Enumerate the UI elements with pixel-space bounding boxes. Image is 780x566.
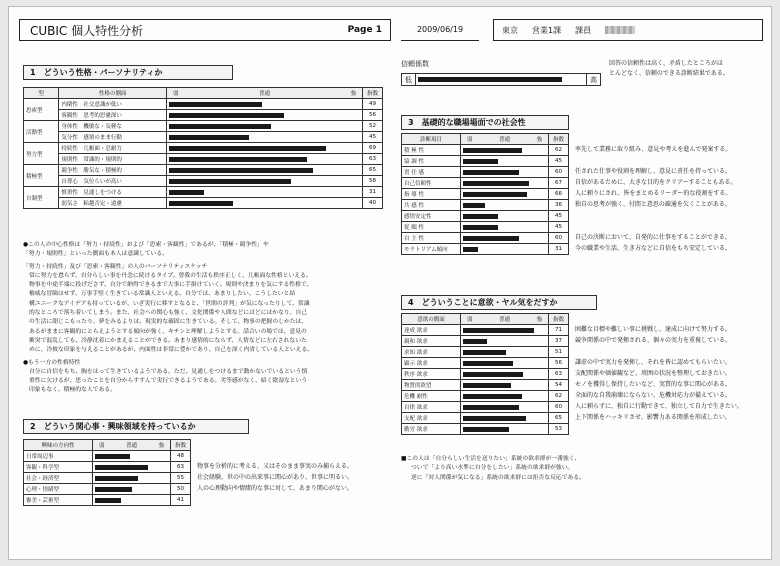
sketch-title: 「努力・持続性」及び「思索・客観性」の人のパーソナリティスケッチ: [23, 263, 208, 270]
index-header: 指数: [363, 88, 383, 99]
row-comment: 支配関係や価値観など、周囲の状況を整理しておきたい。: [575, 370, 732, 377]
row-comment: [197, 450, 353, 461]
text-line: の生活に閉じこもったり、夢をみるよりは、現実的な確固に生きている。そして、物事の把握のしかたは、: [29, 319, 308, 326]
score-bar: [463, 328, 534, 333]
row-comment: 競争関係の中で発揮される、個々の実力を重視している。: [575, 337, 732, 344]
score-bar-cell: [461, 211, 549, 222]
scale-strong-label: 強: [158, 443, 164, 449]
text-line: 構ユニークなアイデアも持っているが、いざ実行に移すとなると、「世間の評判」が気になったりして、常識: [29, 300, 310, 307]
index-cell: 45: [549, 211, 569, 222]
row-comment: 任された仕事や役割を理解し、意見に責任を持っている。: [575, 168, 732, 175]
score-bar-cell: [461, 244, 549, 255]
row-comment: 社会経験、世の中の出来事に関心があり、世事に明るい。: [197, 474, 354, 481]
section2-number: 2: [30, 422, 36, 431]
score-bar: [463, 159, 498, 164]
index-cell: 45: [549, 156, 569, 167]
scale-labels: [463, 315, 546, 323]
label-header: 診断項目: [402, 134, 461, 145]
score-bar-cell: [167, 99, 363, 110]
row-comment: 人に頼らずに、独自に行動できて、独立して自力で生きたい。: [575, 403, 743, 410]
row-label: 従 順 性: [402, 222, 461, 233]
index-header: 指数: [171, 440, 191, 451]
score-bar: [169, 135, 249, 140]
row-label: 積 極 性: [402, 145, 461, 156]
trait-cell: 内閉性 社交意識が低い: [59, 99, 167, 110]
row-comment: [575, 346, 743, 357]
index-header: 指数: [549, 134, 569, 145]
scale-labels: [95, 441, 168, 449]
score-bar: [95, 476, 138, 481]
index-cell: 37: [549, 336, 569, 347]
score-bar: [169, 179, 291, 184]
section4-title-text: どういうことに意欲・ヤル気をだすか: [421, 298, 558, 307]
scale-header: [461, 314, 549, 325]
table-row: [24, 484, 191, 495]
score-bar-cell: [93, 484, 171, 495]
index-cell: 56: [363, 110, 383, 121]
score-bar: [169, 113, 284, 118]
reliability-label: 信頼係数: [401, 60, 429, 68]
index-cell: 65: [363, 165, 383, 176]
score-bar-cell: [461, 233, 549, 244]
index-cell: 60: [549, 233, 569, 244]
page-number: Page 1: [347, 25, 382, 35]
report-date: 2009/06/19: [416, 25, 464, 34]
scale-weak-label: 弱: [99, 443, 105, 449]
row-comment: [197, 494, 353, 505]
row-label: 日常周辺事: [24, 451, 93, 462]
department-name: 営業1課: [532, 25, 562, 35]
index-cell: 55: [171, 473, 191, 484]
section3-title: [401, 115, 569, 130]
scale-header: [93, 440, 171, 451]
score-bar: [169, 157, 307, 162]
table-row: [402, 156, 569, 167]
table-row: [402, 358, 569, 369]
score-bar: [463, 427, 509, 432]
table-row: [24, 495, 191, 506]
row-label: 自 主 性: [402, 233, 461, 244]
header-row: [402, 314, 569, 325]
row-comment: モノを獲得し保持したいなど、実質的な事に関心がある。: [575, 381, 731, 388]
section1-title-text: どういう性格・パーソナリティか: [43, 68, 163, 77]
text-line: めに、冷彼な印象を与えることがあるが、内面性は非常に豊かであり、自己を深く内省している人といえる。: [29, 347, 314, 354]
trait-cell: 気分性 感情のまま行動: [59, 132, 167, 143]
score-bar-cell: [93, 495, 171, 506]
scale-labels: [169, 89, 360, 97]
score-bar-cell: [461, 178, 549, 189]
row-comment: [575, 155, 737, 166]
row-comment: 自信があるために、大きな目的をクリアーすることもある。: [575, 179, 737, 186]
row-label: 物質的欲望: [402, 380, 461, 391]
scale-strong-label: 強: [536, 137, 542, 143]
row-comment: 率先して業務に取り組み、意見や考えを進んで発案する。: [575, 146, 732, 153]
row-comment: 上下関係をハッキリさせ、影響力ある関係を形成したい。: [575, 414, 731, 421]
row-label: 求知 欲求: [402, 347, 461, 358]
score-bar-cell: [461, 347, 549, 358]
table-row: [402, 189, 569, 200]
score-bar-cell: [167, 143, 363, 154]
table-row: [402, 413, 569, 424]
motivation-summary: [401, 455, 585, 483]
section3-title-text: 基礎的な職場場面での社会性: [421, 118, 526, 127]
table-row: [402, 167, 569, 178]
trait-cell: 客観性 思考的思慮深い: [59, 110, 167, 121]
text-line: あるがままに客観的にとらえようとする傾向が強く、キチンと理解しようとする。話合いの場では、意見の: [29, 328, 307, 335]
scale-strong-label: 強: [350, 91, 356, 97]
score-bar-cell: [461, 424, 549, 435]
score-bar: [463, 247, 478, 252]
index-cell: 52: [363, 121, 383, 132]
score-bar-cell: [93, 473, 171, 484]
row-label: 審美・芸術型: [24, 495, 93, 506]
header-row: [24, 440, 191, 451]
row-label: 支配 欲求: [402, 413, 461, 424]
sub-trait-text: [23, 368, 313, 396]
aspect-header: 性格の側面: [59, 88, 167, 99]
row-label: 社会・経済型: [24, 473, 93, 484]
row-comment: [575, 423, 743, 434]
score-bar-cell: [167, 132, 363, 143]
index-cell: 41: [171, 495, 191, 506]
score-bar: [463, 225, 498, 230]
score-bar-cell: [93, 451, 171, 462]
section4-number: 4: [408, 298, 414, 307]
scale-normal-label: 普通: [258, 91, 270, 97]
row-comment: 物事を分析的に考える、又はそのまま事実のみ捕らえる。: [197, 463, 354, 470]
table-row: [24, 154, 383, 165]
table-row: [24, 110, 383, 121]
text-line: 権威な冒険はせず、万事手堅く生きている常識人といえる。自分では、あまりしたい、こうしたいと結: [29, 291, 296, 298]
score-bar-cell: [461, 145, 549, 156]
score-bar-cell: [167, 165, 363, 176]
score-bar: [463, 416, 526, 421]
score-bar: [463, 192, 527, 197]
row-comment: 人の心理動向や情緒的な事に対して、あまり関心がない。: [197, 485, 353, 492]
section3-number: 3: [408, 118, 414, 127]
row-comment: 今の職業や生活、生き方などに自信をもち安定している。: [575, 245, 732, 252]
summary-bullet-1: ●この人の中心性格は「努力・持続性」および「思索・客観性」であるが、「積極・競争性」や: [23, 242, 269, 248]
index-cell: 53: [549, 424, 569, 435]
score-bar-cell: [461, 380, 549, 391]
index-cell: 56: [549, 358, 569, 369]
interest-comments: [197, 450, 353, 505]
row-label: 客観・科学型: [24, 462, 93, 473]
reliability-bar: [418, 77, 562, 82]
motivation-footer-2: ついで「より高い水準に自分をしたい」系統の欲求群が強い。: [411, 465, 574, 472]
row-label: 顕示 欲求: [402, 358, 461, 369]
table-row: [402, 380, 569, 391]
score-bar-cell: [461, 325, 549, 336]
table-row: [402, 391, 569, 402]
motivation-footer-3: 逆に「対人関係が気になる」系統の欲求群には拒否な反応である。: [411, 474, 585, 481]
score-bar-cell: [461, 358, 549, 369]
row-label: 勤労 欲求: [402, 424, 461, 435]
scale-header: [461, 134, 549, 145]
table-row: [402, 233, 569, 244]
table-row: [402, 200, 569, 211]
score-bar-cell: [93, 462, 171, 473]
table-row: [24, 473, 191, 484]
row-comment: 人に頼りにされ、皆をまとめるリーダー的な役割をする。: [575, 190, 732, 197]
index-cell: 36: [549, 200, 569, 211]
row-label: 協 調 性: [402, 156, 461, 167]
trait-cell: 持続性 几帳面・忍耐力: [59, 143, 167, 154]
index-cell: 62: [549, 145, 569, 156]
employee-info-box: [493, 19, 763, 41]
table-row: [402, 211, 569, 222]
table-row: [24, 99, 383, 110]
table-row: [24, 198, 383, 209]
text-line: 衝突で混乱しても、冷静沈着にかまえることができる。あまり感情的にならず、人情などに左右されないた: [29, 337, 307, 344]
row-label: 自律 欲求: [402, 402, 461, 413]
table-row: [402, 325, 569, 336]
label-header: 意欲の側面: [402, 314, 461, 325]
index-cell: 71: [549, 325, 569, 336]
report-sheet: [8, 6, 772, 560]
section1-title: [23, 65, 233, 80]
label-header: 興味の方向性: [24, 440, 93, 451]
index-cell: 63: [171, 462, 191, 473]
section4-title: [401, 295, 597, 310]
row-label: 秩序 欲求: [402, 369, 461, 380]
position-name: 課員: [575, 25, 592, 35]
table-row: [402, 369, 569, 380]
score-bar: [169, 124, 271, 129]
index-cell: 60: [549, 167, 569, 178]
score-bar-cell: [167, 110, 363, 121]
report-title: CUBIC 個人特性分析: [30, 23, 144, 38]
score-bar-cell: [167, 198, 363, 209]
text-line: 自分に自信をもち、胸をはって生きているようである。ただ、見通しをつけるまで動かないでいるという慎: [29, 368, 308, 375]
table-row: [402, 222, 569, 233]
scale-labels: [463, 135, 546, 143]
score-bar: [169, 102, 262, 107]
table-row: [402, 145, 569, 156]
office-name: 東京: [502, 25, 518, 35]
reliability-note: [609, 59, 729, 79]
row-label: 感情安定性: [402, 211, 461, 222]
row-label: 共 感 性: [402, 200, 461, 211]
summary-bullet-2: ●もう一方の性格特性: [23, 359, 81, 366]
row-comment: 謙虚の中で実力を発揮し、それを皆に認めてもらいたい。: [575, 359, 732, 366]
section2-title: [23, 419, 249, 434]
row-label: 親和 欲求: [402, 336, 461, 347]
trait-cell: 自尊心 気位らいが高い: [59, 176, 167, 187]
score-bar: [463, 148, 522, 153]
score-bar-cell: [461, 200, 549, 211]
score-bar-cell: [461, 167, 549, 178]
table-row: [24, 187, 383, 198]
row-comment: 独自の思考が強く、付間と意思の疎通を欠くことがある。: [575, 201, 731, 208]
score-bar-cell: [461, 336, 549, 347]
trait-cell: 弱気さ 粘越否定・遠慮: [59, 198, 167, 209]
row-comment: 全面的な自我崩壊にならない、危機対応力が備えている。: [575, 392, 732, 399]
table-row: [24, 132, 383, 143]
row-label: 自己信頼性: [402, 178, 461, 189]
score-bar: [463, 236, 519, 241]
index-cell: 45: [363, 132, 383, 143]
table-row: [24, 143, 383, 154]
row-label: 心理・情緒型: [24, 484, 93, 495]
index-cell: 45: [549, 222, 569, 233]
personality-summary: [23, 241, 313, 396]
score-bar-cell: [167, 121, 363, 132]
table-row: [402, 178, 569, 189]
score-bar: [95, 498, 121, 503]
trait-cell: 規則性 常識的・規則的: [59, 154, 167, 165]
score-bar-cell: [167, 154, 363, 165]
row-comment: 自己の決断において、自発的に仕事をすることができる。: [575, 234, 731, 241]
personality-table: [23, 87, 383, 209]
score-bar-cell: [167, 187, 363, 198]
type-cell: 思索型: [24, 99, 59, 121]
index-cell: 63: [363, 154, 383, 165]
motivation-comments: [575, 324, 743, 434]
row-comment: [575, 221, 737, 232]
table-row: [24, 176, 383, 187]
score-bar-cell: [461, 391, 549, 402]
score-bar-cell: [461, 413, 549, 424]
trait-cell: 身体性 機敏な・気軽な: [59, 121, 167, 132]
score-bar: [463, 214, 498, 219]
score-bar: [169, 146, 326, 151]
trait-cell: 競争性 勝気な・積極的: [59, 165, 167, 176]
reliability-low-label: 低: [402, 74, 416, 85]
type-header: 型: [24, 88, 59, 99]
interest-table: [23, 439, 191, 506]
type-cell: 積極型: [24, 165, 59, 187]
type-cell: 努力型: [24, 143, 59, 165]
index-cell: 31: [549, 244, 569, 255]
social-table: [401, 133, 569, 255]
text-line: 物事を中途半端に投げださず、自分で納得できるまで大事に手掛けていく。規則や決まりを気にする性格で、: [29, 282, 313, 289]
report-date-box: [401, 19, 479, 41]
type-cell: 自制型: [24, 187, 59, 209]
score-bar: [463, 372, 523, 377]
index-cell: 40: [363, 198, 383, 209]
score-bar: [95, 454, 130, 459]
header-row: [402, 134, 569, 145]
index-cell: 60: [549, 402, 569, 413]
index-cell: 67: [549, 178, 569, 189]
scale-weak-label: 弱: [467, 317, 473, 323]
index-cell: 66: [549, 189, 569, 200]
table-row: [24, 451, 191, 462]
index-cell: 49: [363, 99, 383, 110]
score-bar: [463, 361, 513, 366]
reliability-note-line-2: とんどなく、信頼のできる診断結果である。: [609, 70, 729, 77]
reliability-scale: [401, 73, 601, 86]
row-label: 責 任 感: [402, 167, 461, 178]
score-bar-cell: [461, 222, 549, 233]
header-row: [24, 88, 383, 99]
motivation-footer-1: ■この人は「自分らしい生活を送りたい」系統の欲求群が一番強く、: [401, 456, 581, 462]
scale-normal-label: 普通: [498, 137, 510, 143]
score-bar: [463, 383, 511, 388]
trait-cell: 慎重性 見通しをつける: [59, 187, 167, 198]
score-bar-cell: [167, 176, 363, 187]
scale-strong-label: 強: [536, 317, 542, 323]
type-cell: 活動型: [24, 121, 59, 143]
table-row: [402, 336, 569, 347]
row-label: モラトリアム傾向: [402, 244, 461, 255]
table-row: [402, 424, 569, 435]
text-line: 印象もなく、積極的な人である。: [29, 387, 116, 394]
score-bar: [169, 190, 204, 195]
score-bar: [463, 170, 519, 175]
index-cell: 63: [549, 369, 569, 380]
score-bar: [95, 487, 132, 492]
scale-normal-label: 普通: [125, 443, 137, 449]
scale-weak-label: 弱: [173, 91, 179, 97]
scale-weak-label: 弱: [467, 137, 473, 143]
index-header: 指数: [549, 314, 569, 325]
index-cell: 62: [549, 391, 569, 402]
score-bar: [95, 465, 148, 470]
score-bar-cell: [461, 156, 549, 167]
score-bar: [463, 339, 487, 344]
score-bar: [463, 181, 529, 186]
index-cell: 58: [363, 176, 383, 187]
table-row: [24, 165, 383, 176]
summary-bullet-1b: 「努力・規則性」といった側面も本人は意識している。: [23, 251, 168, 258]
index-cell: 50: [171, 484, 191, 495]
motivation-table: [401, 313, 569, 435]
row-label: 達成 欲求: [402, 325, 461, 336]
reliability-high-label: 高: [586, 74, 600, 85]
index-cell: 48: [171, 451, 191, 462]
table-row: [402, 244, 569, 255]
score-bar-cell: [461, 402, 549, 413]
redacted-name: [605, 26, 635, 34]
index-cell: 51: [549, 347, 569, 358]
section2-title-text: どういう関心事・興味領域を持っているか: [43, 422, 196, 431]
sketch-text: [23, 272, 313, 356]
row-label: 危機 耐性: [402, 391, 461, 402]
row-comment: [575, 210, 737, 221]
social-comments: [575, 144, 737, 254]
score-bar: [463, 394, 522, 399]
row-label: 指 導 性: [402, 189, 461, 200]
score-bar: [169, 201, 233, 206]
section1-number: 1: [30, 68, 36, 77]
index-cell: 65: [549, 413, 569, 424]
table-row: [402, 402, 569, 413]
text-line: 重性に欠けるが、思ったことを自分からすすんで実行できるようである。劣等感がなく、暗く陰湿なという: [29, 378, 308, 385]
score-bar: [463, 350, 506, 355]
row-comment: 困難な目標や難しい事に挑戦し、達成に向けて努力する。: [575, 326, 732, 333]
scale-normal-label: 普通: [498, 317, 510, 323]
index-cell: 31: [363, 187, 383, 198]
table-row: [24, 462, 191, 473]
score-bar: [169, 168, 313, 173]
table-row: [402, 347, 569, 358]
index-cell: 54: [549, 380, 569, 391]
score-bar-cell: [461, 189, 549, 200]
text-line: 的なところで落ち着いてしまう。また、社会への関心も強く、文化関係や人間などにはどにはかなり、自己: [29, 310, 308, 317]
reliability-note-line-1: 回答の信頼性は高く、矛盾したところがほ: [609, 60, 723, 67]
report-title-box: [19, 19, 391, 41]
score-bar-cell: [461, 369, 549, 380]
scale-header: [167, 88, 363, 99]
table-row: [24, 121, 383, 132]
score-bar: [463, 405, 519, 410]
score-bar: [463, 203, 485, 208]
text-line: 常に努力を怠らず、自分らしい事を丹念に続けるタイプ。曾我の生活も秩序正しく、几帳面な性格といえる。: [29, 272, 312, 279]
index-cell: 69: [363, 143, 383, 154]
